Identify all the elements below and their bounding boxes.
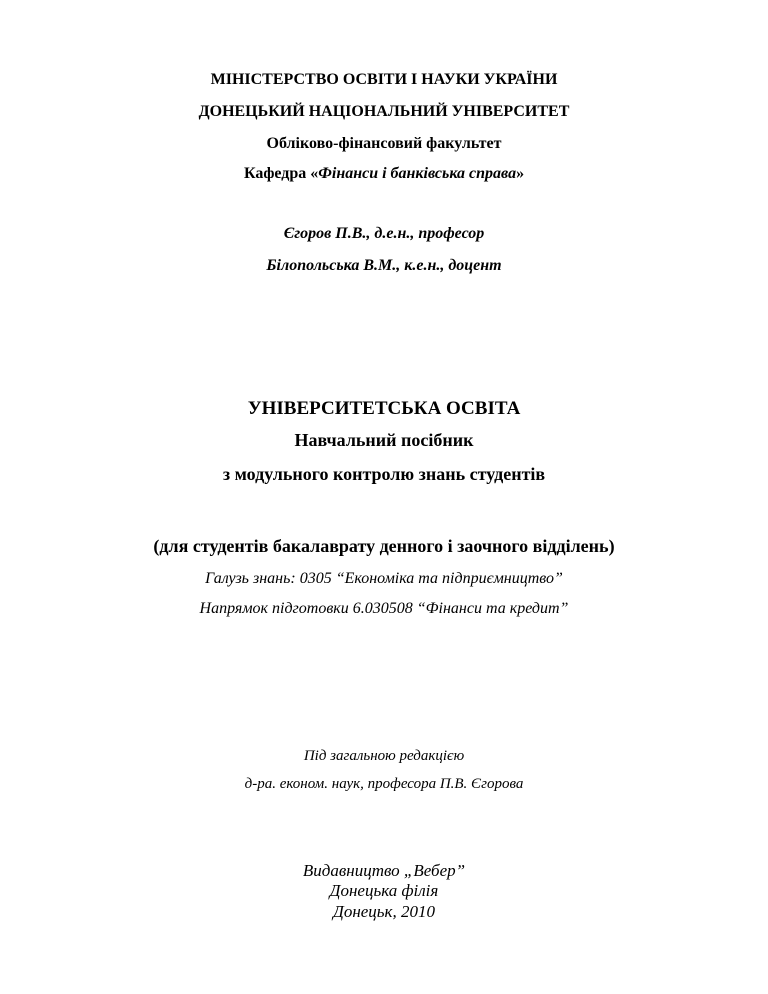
- audience-students: (для студентів бакалаврату денного і заочного відділень): [153, 536, 615, 556]
- department-prefix: Кафедра «: [243, 165, 319, 182]
- department-suffix: »: [516, 165, 525, 182]
- ministry-heading: МІНІСТЕРСТВО ОСВІТИ І НАУКИ УКРАЇНИ: [210, 71, 558, 88]
- author-1: Єгоров П.В., д.е.н., професор: [283, 225, 485, 242]
- author-2: Білопольська В.М., к.е.н., доцент: [266, 257, 502, 274]
- field-of-knowledge: Галузь знань: 0305 “Економіка та підприємництво”: [205, 570, 563, 587]
- department-heading: [0, 166, 768, 182]
- publisher-branch: Донецька філія: [329, 881, 439, 900]
- training-direction: Напрямок підготовки 6.030508 “Фінанси та кредит”: [199, 600, 569, 617]
- faculty-heading: Обліково-фінансовий факультет: [266, 135, 502, 152]
- book-type: Навчальний посібник: [294, 430, 474, 450]
- publisher-name: Видавництво „Вебер”: [302, 861, 466, 880]
- editor-line-1: Під загальною редакцією: [303, 748, 465, 764]
- publisher-city-year: Донецьк, 2010: [333, 902, 435, 921]
- department-name: Фінанси і банківська справа: [318, 165, 517, 182]
- book-title: УНІВЕРСИТЕТСЬКА ОСВІТА: [247, 398, 521, 419]
- book-subject: з модульного контролю знань студентів: [222, 464, 546, 484]
- university-heading: ДОНЕЦЬКИЙ НАЦІОНАЛЬНИЙ УНІВЕРСИТЕТ: [198, 103, 570, 120]
- editor-line-2: д-ра. економ. наук, професора П.В. Єгорова: [244, 776, 524, 792]
